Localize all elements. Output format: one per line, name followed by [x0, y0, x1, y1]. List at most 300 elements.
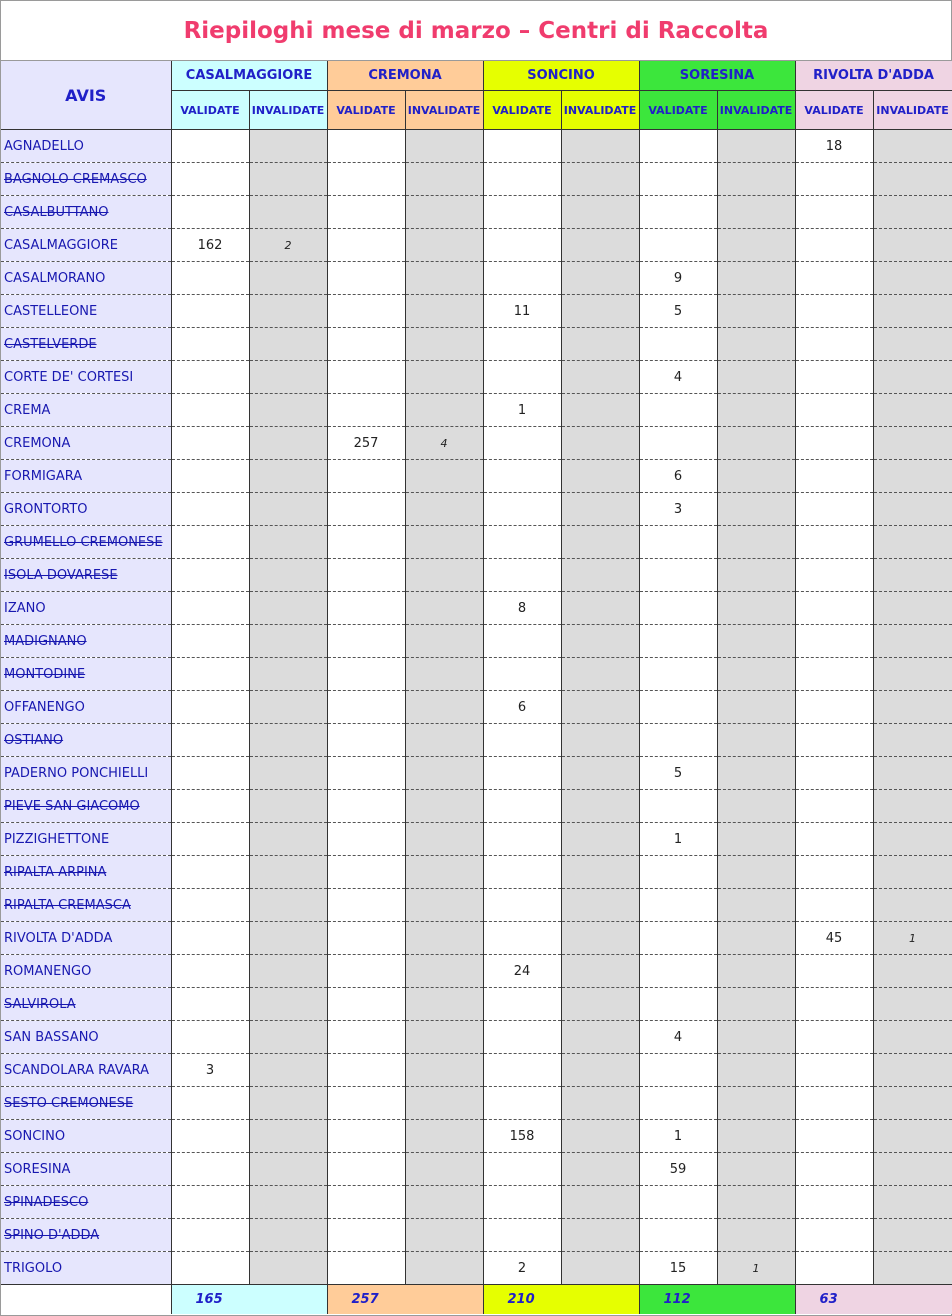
- invalidated-cell: [249, 691, 327, 724]
- validated-cell: [327, 592, 405, 625]
- invalidated-cell: [405, 361, 483, 394]
- invalidated-cell: [717, 526, 795, 559]
- invalidated-cell: [873, 295, 952, 328]
- validated-cell: 15: [639, 1252, 717, 1285]
- invalidated-cell: [873, 823, 952, 856]
- validated-cell: [639, 955, 717, 988]
- invalidated-cell: [717, 790, 795, 823]
- invalidated-cell: [249, 1054, 327, 1087]
- validated-cell: [639, 658, 717, 691]
- invalidated-cell: [717, 1087, 795, 1120]
- avis-name: CREMONA: [1, 427, 171, 460]
- validated-cell: [327, 262, 405, 295]
- invalidated-cell: [873, 1153, 952, 1186]
- invalidated-cell: [717, 493, 795, 526]
- table-row: [1, 130, 952, 163]
- validated-cell: [171, 526, 249, 559]
- totals-label-cell: [1, 1285, 171, 1315]
- validated-cell: [795, 460, 873, 493]
- validated-cell: [171, 196, 249, 229]
- table-row: [1, 1054, 952, 1087]
- invalidated-cell: [717, 856, 795, 889]
- validated-cell: [639, 922, 717, 955]
- validated-cell: [483, 1153, 561, 1186]
- invalidated-cell: [717, 130, 795, 163]
- validated-cell: [327, 658, 405, 691]
- validated-cell: [171, 1186, 249, 1219]
- invalidated-cell: [249, 196, 327, 229]
- invalidated-cell: 1: [873, 922, 952, 955]
- validated-cell: [639, 196, 717, 229]
- validated-cell: [327, 526, 405, 559]
- validated-cell: [171, 823, 249, 856]
- validated-cell: [639, 724, 717, 757]
- table-row: [1, 724, 952, 757]
- invalidated-cell: [561, 130, 639, 163]
- invalidated-cell: [873, 163, 952, 196]
- center-header: CREMONA: [327, 61, 483, 91]
- invalidated-cell: [405, 559, 483, 592]
- validated-cell: 5: [639, 295, 717, 328]
- validated-cell: 1: [639, 823, 717, 856]
- invalidated-cell: [873, 493, 952, 526]
- validated-cell: [171, 790, 249, 823]
- invalidated-cell: [873, 1120, 952, 1153]
- invalidated-cell: [873, 625, 952, 658]
- invalidated-cell: [717, 724, 795, 757]
- validated-cell: [639, 1219, 717, 1252]
- validated-cell: [171, 625, 249, 658]
- validated-cell: [795, 856, 873, 889]
- invalidated-cell: [717, 460, 795, 493]
- validated-cell: [639, 889, 717, 922]
- validated-cell: [327, 955, 405, 988]
- invalidated-cell: [717, 1120, 795, 1153]
- validated-cell: [171, 460, 249, 493]
- table-row: [1, 856, 952, 889]
- invalidate-header: INVALIDATE: [249, 91, 327, 130]
- invalidated-cell: [561, 922, 639, 955]
- table-row: [1, 493, 952, 526]
- avis-name: GRUMELLO CREMONESE: [1, 526, 171, 559]
- validated-cell: [639, 790, 717, 823]
- table-row: [1, 196, 952, 229]
- invalidated-cell: [873, 889, 952, 922]
- validated-cell: [795, 592, 873, 625]
- table-row: [1, 1219, 952, 1252]
- avis-name: CREMA: [1, 394, 171, 427]
- invalidated-cell: [873, 427, 952, 460]
- avis-name: OFFANENGO: [1, 691, 171, 724]
- validated-cell: [639, 1087, 717, 1120]
- validated-cell: [171, 493, 249, 526]
- validated-cell: [327, 757, 405, 790]
- invalidated-cell: [873, 757, 952, 790]
- validated-cell: 5: [639, 757, 717, 790]
- invalidated-cell: [561, 955, 639, 988]
- table-row: [1, 625, 952, 658]
- validated-cell: [171, 1252, 249, 1285]
- validated-cell: [795, 823, 873, 856]
- invalidated-cell: [717, 295, 795, 328]
- invalidated-cell: [249, 526, 327, 559]
- invalidated-cell: [873, 328, 952, 361]
- avis-name: TRIGOLO: [1, 1252, 171, 1285]
- invalidated-cell: [249, 163, 327, 196]
- invalidated-cell: [405, 592, 483, 625]
- center-total: 112: [639, 1285, 795, 1315]
- invalidated-cell: [561, 625, 639, 658]
- validated-cell: [327, 229, 405, 262]
- validated-cell: [795, 1252, 873, 1285]
- validated-cell: 4: [639, 1021, 717, 1054]
- validated-cell: [327, 1219, 405, 1252]
- validated-cell: [483, 163, 561, 196]
- table-row: [1, 163, 952, 196]
- avis-name: SAN BASSANO: [1, 1021, 171, 1054]
- invalidated-cell: [717, 427, 795, 460]
- validated-cell: [327, 691, 405, 724]
- table-row: [1, 460, 952, 493]
- invalidated-cell: [717, 1219, 795, 1252]
- invalidated-cell: [405, 394, 483, 427]
- table-row: [1, 229, 952, 262]
- validated-cell: [795, 724, 873, 757]
- invalidated-cell: [405, 295, 483, 328]
- invalidated-cell: [561, 889, 639, 922]
- invalidated-cell: [873, 691, 952, 724]
- validated-cell: [483, 625, 561, 658]
- invalidated-cell: [561, 757, 639, 790]
- validated-cell: [171, 955, 249, 988]
- avis-name: SALVIROLA: [1, 988, 171, 1021]
- validated-cell: [327, 1186, 405, 1219]
- avis-name: FORMIGARA: [1, 460, 171, 493]
- validated-cell: [171, 691, 249, 724]
- table-row: [1, 295, 952, 328]
- invalidated-cell: [873, 592, 952, 625]
- validated-cell: [327, 328, 405, 361]
- validated-cell: [171, 1219, 249, 1252]
- validated-cell: [795, 526, 873, 559]
- validated-cell: [171, 1153, 249, 1186]
- validated-cell: [639, 1186, 717, 1219]
- invalidated-cell: [405, 229, 483, 262]
- invalidated-cell: [873, 394, 952, 427]
- invalidated-cell: [405, 262, 483, 295]
- invalidated-cell: [405, 724, 483, 757]
- invalidated-cell: [405, 889, 483, 922]
- center-total: 257: [327, 1285, 483, 1315]
- invalidated-cell: [717, 1054, 795, 1087]
- invalidated-cell: [249, 757, 327, 790]
- validated-cell: [795, 229, 873, 262]
- validated-cell: 4: [639, 361, 717, 394]
- invalidated-cell: [717, 658, 795, 691]
- validated-cell: [483, 1087, 561, 1120]
- validated-cell: [483, 130, 561, 163]
- invalidated-cell: [561, 493, 639, 526]
- validated-cell: 1: [483, 394, 561, 427]
- invalidated-cell: [249, 1153, 327, 1186]
- invalidated-cell: [405, 1252, 483, 1285]
- validated-cell: [639, 526, 717, 559]
- table-header: [1, 61, 952, 130]
- validated-cell: [795, 1021, 873, 1054]
- invalidated-cell: [561, 856, 639, 889]
- validated-cell: [795, 889, 873, 922]
- validated-cell: [795, 493, 873, 526]
- invalidated-cell: [405, 955, 483, 988]
- avis-name: PIZZIGHETTONE: [1, 823, 171, 856]
- table-row: [1, 955, 952, 988]
- validated-cell: [483, 1021, 561, 1054]
- invalidated-cell: [405, 856, 483, 889]
- invalidated-cell: [249, 1087, 327, 1120]
- avis-name: RIPALTA ARPINA: [1, 856, 171, 889]
- invalidated-cell: [873, 1087, 952, 1120]
- invalidated-cell: [717, 955, 795, 988]
- invalidated-cell: [249, 1252, 327, 1285]
- validated-cell: [795, 262, 873, 295]
- validated-cell: [171, 922, 249, 955]
- validate-header: VALIDATE: [639, 91, 717, 130]
- validated-cell: [483, 229, 561, 262]
- invalidated-cell: [717, 1186, 795, 1219]
- table-row: [1, 757, 952, 790]
- validated-cell: 6: [639, 460, 717, 493]
- invalidated-cell: [561, 460, 639, 493]
- validated-cell: [483, 757, 561, 790]
- invalidated-cell: [249, 988, 327, 1021]
- invalidated-cell: [561, 1186, 639, 1219]
- summary-table: [1, 61, 952, 1314]
- table-row: [1, 1186, 952, 1219]
- validated-cell: [795, 790, 873, 823]
- center-total: 165: [171, 1285, 327, 1315]
- invalidated-cell: [405, 1021, 483, 1054]
- invalidated-cell: [249, 592, 327, 625]
- invalidated-cell: [873, 988, 952, 1021]
- invalidated-cell: [873, 658, 952, 691]
- validated-cell: [483, 196, 561, 229]
- invalidated-cell: [717, 757, 795, 790]
- invalidated-cell: [405, 1219, 483, 1252]
- validated-cell: [327, 130, 405, 163]
- invalidated-cell: [717, 922, 795, 955]
- validated-cell: [327, 988, 405, 1021]
- invalidated-cell: [561, 361, 639, 394]
- validated-cell: [483, 328, 561, 361]
- avis-name: PIEVE SAN GIACOMO: [1, 790, 171, 823]
- invalidated-cell: [249, 1120, 327, 1153]
- avis-name: CASALMORANO: [1, 262, 171, 295]
- invalidated-cell: [405, 625, 483, 658]
- validated-cell: [795, 427, 873, 460]
- invalidated-cell: [561, 988, 639, 1021]
- invalidated-cell: [561, 790, 639, 823]
- validated-cell: [171, 1021, 249, 1054]
- invalidated-cell: 1: [717, 1252, 795, 1285]
- avis-name: ROMANENGO: [1, 955, 171, 988]
- validated-cell: [327, 196, 405, 229]
- validated-cell: [327, 922, 405, 955]
- table-row: [1, 394, 952, 427]
- validated-cell: [639, 163, 717, 196]
- avis-name: IZANO: [1, 592, 171, 625]
- invalidated-cell: [717, 196, 795, 229]
- validated-cell: [171, 427, 249, 460]
- validated-cell: [795, 1054, 873, 1087]
- avis-name: CASTELLEONE: [1, 295, 171, 328]
- validated-cell: [171, 559, 249, 592]
- validated-cell: [639, 1054, 717, 1087]
- validated-cell: [171, 1120, 249, 1153]
- invalidated-cell: [561, 691, 639, 724]
- validated-cell: 3: [639, 493, 717, 526]
- table-row: [1, 691, 952, 724]
- validated-cell: [483, 559, 561, 592]
- validated-cell: [639, 625, 717, 658]
- validated-cell: 18: [795, 130, 873, 163]
- invalidated-cell: [561, 526, 639, 559]
- table-row: [1, 427, 952, 460]
- invalidated-cell: [873, 361, 952, 394]
- invalidated-cell: [249, 130, 327, 163]
- avis-name: SORESINA: [1, 1153, 171, 1186]
- invalidated-cell: [873, 1252, 952, 1285]
- table-row: [1, 526, 952, 559]
- validate-header: VALIDATE: [171, 91, 249, 130]
- avis-name: SONCINO: [1, 1120, 171, 1153]
- invalidated-cell: [405, 1120, 483, 1153]
- validated-cell: [171, 163, 249, 196]
- invalidated-cell: [717, 262, 795, 295]
- center-total: 63: [795, 1285, 952, 1315]
- avis-name: CASTELVERDE: [1, 328, 171, 361]
- validated-cell: [327, 295, 405, 328]
- validated-cell: [171, 130, 249, 163]
- invalidated-cell: [249, 361, 327, 394]
- validated-cell: [171, 592, 249, 625]
- validated-cell: [171, 724, 249, 757]
- validated-cell: [483, 988, 561, 1021]
- validated-cell: 6: [483, 691, 561, 724]
- invalidate-header: INVALIDATE: [717, 91, 795, 130]
- avis-name: OSTIANO: [1, 724, 171, 757]
- invalidated-cell: [249, 724, 327, 757]
- validated-cell: [483, 790, 561, 823]
- validate-header: VALIDATE: [483, 91, 561, 130]
- invalidated-cell: [561, 724, 639, 757]
- avis-name: MONTODINE: [1, 658, 171, 691]
- validated-cell: [171, 295, 249, 328]
- invalidated-cell: [249, 658, 327, 691]
- invalidated-cell: [405, 493, 483, 526]
- invalidated-cell: [561, 229, 639, 262]
- invalidate-header: INVALIDATE: [405, 91, 483, 130]
- validated-cell: [795, 394, 873, 427]
- validated-cell: [795, 163, 873, 196]
- validated-cell: [483, 724, 561, 757]
- invalidated-cell: [249, 262, 327, 295]
- invalidated-cell: [717, 691, 795, 724]
- table-row: [1, 361, 952, 394]
- invalidated-cell: [249, 856, 327, 889]
- invalidated-cell: [717, 328, 795, 361]
- invalidated-cell: [561, 163, 639, 196]
- validated-cell: [795, 625, 873, 658]
- invalidated-cell: [561, 295, 639, 328]
- invalidated-cell: [405, 1054, 483, 1087]
- validated-cell: [327, 394, 405, 427]
- validated-cell: [327, 559, 405, 592]
- table-row: [1, 823, 952, 856]
- invalidated-cell: [873, 262, 952, 295]
- invalidated-cell: [717, 625, 795, 658]
- invalidated-cell: [249, 559, 327, 592]
- validated-cell: 162: [171, 229, 249, 262]
- validated-cell: 24: [483, 955, 561, 988]
- invalidated-cell: [717, 229, 795, 262]
- validated-cell: [483, 1219, 561, 1252]
- invalidated-cell: [249, 790, 327, 823]
- validated-cell: 45: [795, 922, 873, 955]
- table-row: [1, 1252, 952, 1285]
- avis-name: CASALMAGGIORE: [1, 229, 171, 262]
- validated-cell: [483, 658, 561, 691]
- invalidated-cell: [405, 328, 483, 361]
- invalidated-cell: [405, 526, 483, 559]
- validated-cell: [171, 757, 249, 790]
- page-title: Riepiloghi mese di marzo – Centri di Raccolta: [1, 1, 951, 61]
- validated-cell: [639, 988, 717, 1021]
- invalidated-cell: [561, 658, 639, 691]
- table-row: [1, 658, 952, 691]
- validated-cell: [483, 889, 561, 922]
- avis-name: RIPALTA CREMASCA: [1, 889, 171, 922]
- validated-cell: [327, 1153, 405, 1186]
- avis-name: AGNADELLO: [1, 130, 171, 163]
- invalidated-cell: [249, 493, 327, 526]
- invalidated-cell: [249, 1219, 327, 1252]
- validated-cell: [639, 427, 717, 460]
- invalidated-cell: [561, 559, 639, 592]
- validated-cell: [639, 394, 717, 427]
- invalidated-cell: [561, 427, 639, 460]
- invalidated-cell: [873, 1219, 952, 1252]
- avis-name: GRONTORTO: [1, 493, 171, 526]
- validated-cell: [327, 460, 405, 493]
- invalidated-cell: [249, 460, 327, 493]
- validated-cell: [171, 262, 249, 295]
- validated-cell: 3: [171, 1054, 249, 1087]
- validated-cell: [327, 856, 405, 889]
- invalidated-cell: [717, 1021, 795, 1054]
- validated-cell: [483, 922, 561, 955]
- validated-cell: 257: [327, 427, 405, 460]
- validate-header: VALIDATE: [327, 91, 405, 130]
- invalidated-cell: [561, 1153, 639, 1186]
- invalidated-cell: [873, 229, 952, 262]
- validated-cell: [795, 361, 873, 394]
- invalidated-cell: [717, 1153, 795, 1186]
- invalidated-cell: [717, 394, 795, 427]
- invalidated-cell: [405, 922, 483, 955]
- avis-name: CORTE DE' CORTESI: [1, 361, 171, 394]
- validated-cell: [327, 163, 405, 196]
- invalidated-cell: [405, 196, 483, 229]
